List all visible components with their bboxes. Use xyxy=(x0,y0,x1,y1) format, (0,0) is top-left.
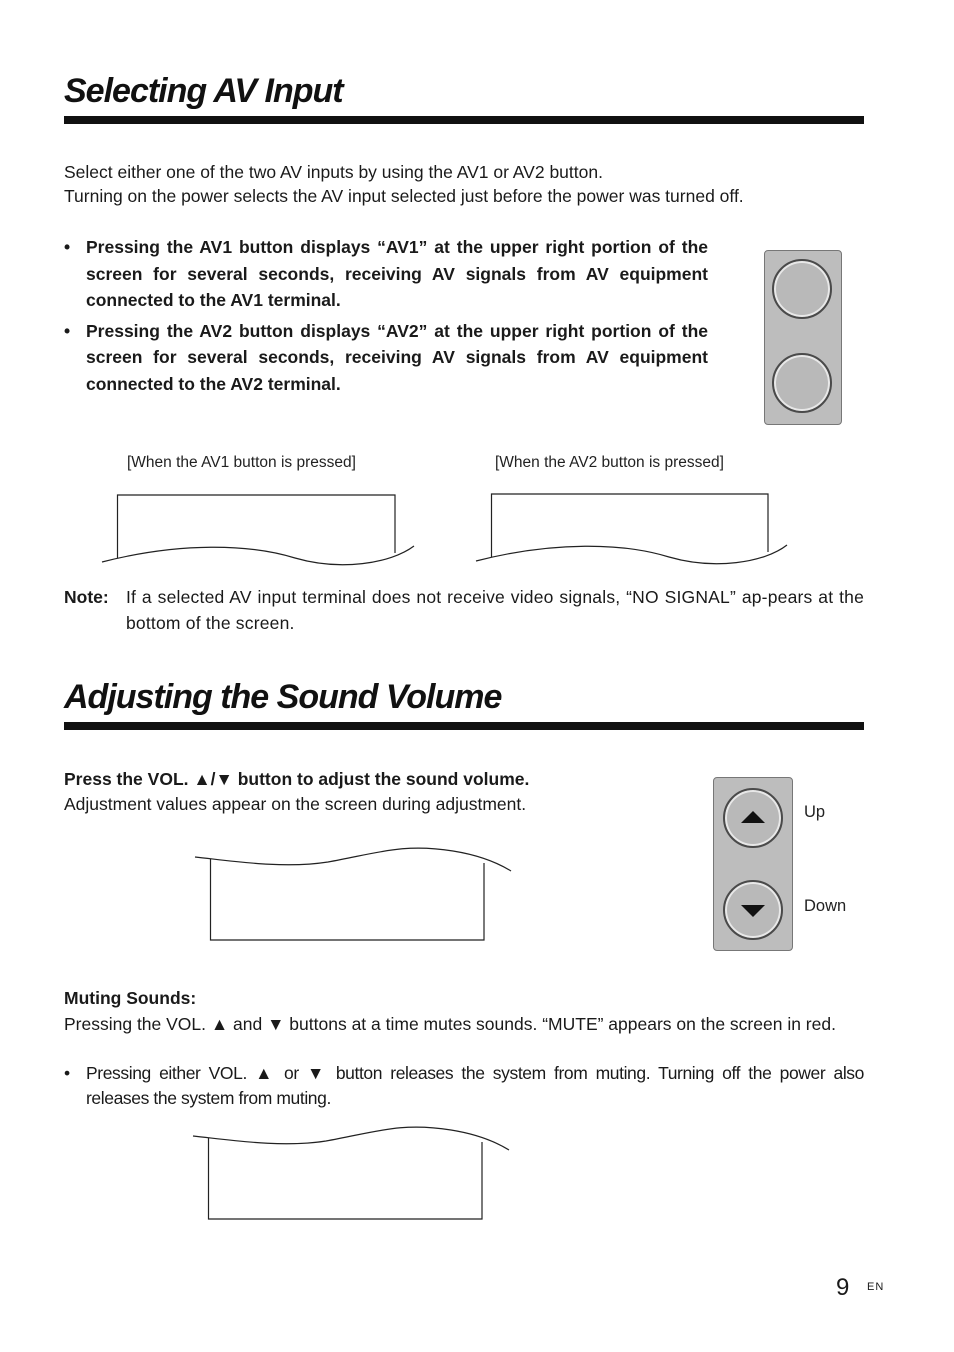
bullet-mark: • xyxy=(64,1063,71,1083)
section-title-av-input: Selecting AV Input xyxy=(64,72,343,110)
mute-screen-illustration xyxy=(191,1124,511,1222)
muting-title: Muting Sounds: xyxy=(64,988,197,1008)
volume-description: Adjustment values appear on the screen during adjustment. xyxy=(64,794,527,814)
triangle-up-icon xyxy=(725,790,781,846)
note xyxy=(64,584,864,636)
intro-line-2: Turning on the power selects the AV input selected just before the power was turned off. xyxy=(64,186,744,206)
volume-up-button[interactable] xyxy=(723,788,783,848)
caption-av1: [When the AV1 button is pressed] xyxy=(127,454,356,471)
title-rule xyxy=(64,722,864,730)
muting-bullet-text: Pressing either VOL. ▲ or ▼ button releases the system from muting. Turning off the power also releases the system from muting. xyxy=(86,1063,864,1108)
volume-instruction: Press the VOL. ▲/▼ button to adjust the sound volume. xyxy=(64,769,530,789)
bullet-av1: • Pressing the AV1 button displays “AV1” at the upper right portion of the screen for several seconds, receiving AV signals from AV equipment connected to the AV1 terminal. xyxy=(64,234,708,314)
volume-button-panel xyxy=(713,777,793,951)
muting-bullet xyxy=(64,1061,864,1110)
note-text: If a selected AV input terminal does not receive video signals, “NO SIGNAL” ap-pears at the bottom of the screen. xyxy=(126,587,864,633)
av-button-bullets xyxy=(64,234,708,401)
av2-screen-illustration xyxy=(474,493,790,565)
page-number: 9 xyxy=(836,1274,850,1301)
note-label: Note: xyxy=(64,587,109,607)
bullet-av2: • Pressing the AV2 button displays “AV2” at the upper right portion of the screen for several seconds, receiving AV signals from AV equipment connected to the AV2 terminal. xyxy=(64,318,708,398)
section-title-sound-volume: Adjusting the Sound Volume xyxy=(64,678,502,716)
language-code: EN xyxy=(867,1281,885,1293)
av-button-panel xyxy=(764,250,842,425)
av1-button[interactable] xyxy=(772,259,832,319)
triangle-down-icon xyxy=(725,882,781,938)
up-label: Up xyxy=(804,803,826,821)
caption-av2: [When the AV2 button is pressed] xyxy=(495,454,724,471)
volume-down-button[interactable] xyxy=(723,880,783,940)
intro-line-1: Select either one of the two AV inputs by using the AV1 or AV2 button. xyxy=(64,162,603,182)
av1-screen-illustration xyxy=(100,494,416,566)
av2-button[interactable] xyxy=(772,353,832,413)
volume-screen-illustration xyxy=(193,845,513,943)
title-rule xyxy=(64,116,864,124)
muting-text: Pressing the VOL. ▲ and ▼ buttons at a time mutes sounds. “MUTE” appears on the screen in red. xyxy=(64,1014,836,1034)
down-label: Down xyxy=(804,897,847,915)
